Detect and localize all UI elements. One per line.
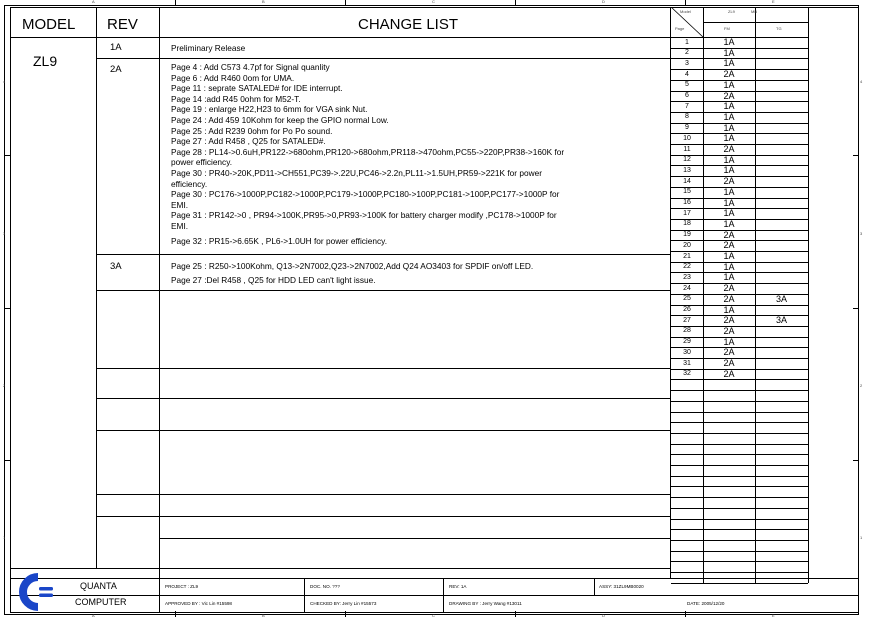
fm-rev-cell: 1A <box>723 186 735 197</box>
table-row-line <box>671 476 808 477</box>
page-number-cell: 20 <box>683 241 691 249</box>
page-number-cell: 10 <box>683 134 691 142</box>
page-number-cell: 7 <box>685 102 689 110</box>
border-letter-top: E <box>772 0 775 4</box>
fm-rev-cell: 2A <box>723 358 735 368</box>
column-fm-header: FM <box>724 26 730 31</box>
company-name-line2: COMPUTER <box>75 597 127 607</box>
border-tick <box>853 155 859 156</box>
column-tg-header: TG <box>776 26 782 31</box>
border-tick <box>175 0 176 6</box>
change-line: Page 6 : Add R460 0om for UMA. <box>171 72 295 83</box>
page-number-cell: 3 <box>685 59 689 67</box>
page-number-cell: 24 <box>683 284 691 292</box>
border-letter-top: D <box>602 0 605 4</box>
checked-by-field: CHECKED BY: Jerry Lin #15573 <box>310 601 377 606</box>
change-line: Page 27 :Del R458 , Q25 for HDD LED can't light issue. <box>171 275 376 285</box>
table-row-line <box>671 551 808 552</box>
page-number-cell: 27 <box>683 316 691 324</box>
table-row-line <box>671 379 808 380</box>
change-line: Page 32 : PR15->6.65K , PL6->1.0UH for power efficiency. <box>171 235 387 246</box>
page-number-cell: 26 <box>683 306 691 313</box>
fm-rev-cell: 2A <box>723 325 735 336</box>
table-row-line <box>671 454 808 455</box>
border-tick <box>853 308 859 309</box>
fm-rev-cell: 2A <box>723 144 735 154</box>
table-row-line <box>671 422 808 423</box>
change-line: Preliminary Release <box>171 43 246 53</box>
change-line: Page 30 : PR40->20K,PD11->CH551,PC39->.22U,PC46->2.2n,PL11->1.5UH,PR59->221K for power <box>171 168 542 178</box>
table-row-line <box>671 583 808 584</box>
fm-rev-cell: 2A <box>723 176 735 187</box>
border-tick <box>685 0 686 6</box>
page-number-cell: 28 <box>683 327 691 335</box>
change-line: EMI. <box>171 221 189 231</box>
fm-rev-cell: 2A <box>723 368 735 379</box>
page-number-cell: 32 <box>683 370 691 378</box>
border-tick <box>515 611 516 617</box>
company-name-line1: QUANTA <box>80 581 117 591</box>
fm-rev-cell: 1A <box>723 122 735 133</box>
border-tick <box>175 611 176 617</box>
approved-by-field: APPROVED BY : Vic Lin #15598 <box>165 601 232 606</box>
table-row-line <box>671 497 808 498</box>
fm-rev-cell: 2A <box>723 315 735 326</box>
table-row-line <box>671 561 808 562</box>
border-number-left: 1 <box>3 535 6 540</box>
fm-rev-cell: 1A <box>723 101 735 112</box>
page-number-cell: 9 <box>685 124 689 132</box>
fm-rev-cell: 2A <box>723 229 735 240</box>
fm-rev-cell: 1A <box>723 304 735 315</box>
border-letter-top: B <box>262 0 265 4</box>
page-number-cell: 31 <box>683 359 691 367</box>
corner-page-label: Page <box>675 26 685 31</box>
change-line: Page 14 :add R45 0ohm for M52-T. <box>171 93 301 104</box>
fm-rev-cell: 1A <box>723 251 735 261</box>
change-line: Page 4 : Add C573 4.7pf for Signal quanlity <box>171 62 330 72</box>
table-row-line <box>671 444 808 445</box>
model-header: MODEL <box>22 16 76 33</box>
fm-rev-cell: 1A <box>723 336 735 347</box>
page-number-cell: 17 <box>683 209 691 217</box>
change-line: Page 25 : R250->100Kohm, Q13->2N7002,Q23->2N7002,Add Q24 AO3403 for SPDIF on/off LED. <box>171 261 534 271</box>
project-field: PROJECT : ZL9 <box>165 584 199 589</box>
fm-rev-cell: 2A <box>723 347 735 358</box>
page-number-cell: 13 <box>683 166 691 174</box>
change-line: Page 24 : Add 459 10Kohm for keep the GPIO normal Low. <box>171 115 389 125</box>
change-line: Page 19 : enlarge H22,H23 to 6mm for VGA sink Nut. <box>171 104 368 115</box>
change-line: Page 30 : PC176->1000P,PC182->1000P,PC179->1000P,PC180->100P,PC181->100P,PC177->1000P for <box>171 189 560 200</box>
page-number-cell: 11 <box>683 145 691 153</box>
border-tick <box>4 155 10 156</box>
page-number-cell: 15 <box>683 188 691 196</box>
change-line: efficiency. <box>171 178 208 189</box>
page-number-cell: 1 <box>685 38 689 46</box>
fm-rev-cell: 2A <box>723 293 735 304</box>
border-tick <box>685 611 686 617</box>
fm-rev-cell: 1A <box>723 272 735 283</box>
change-line: power efficiency. <box>171 157 233 168</box>
border-letter-top: C <box>432 0 435 4</box>
fm-rev-cell: 2A <box>723 283 735 294</box>
table-row-line <box>671 519 808 520</box>
rev-label: 1A <box>110 42 122 53</box>
table-row-line <box>671 572 808 573</box>
fm-rev-cell: 1A <box>723 208 735 219</box>
fm-rev-cell: 1A <box>723 218 735 229</box>
border-tick <box>345 0 346 6</box>
border-letter-bottom: B <box>262 613 265 618</box>
page-number-cell: 6 <box>685 92 689 99</box>
page-number-cell: 22 <box>683 263 691 271</box>
border-number-left: 3 <box>3 231 6 236</box>
model-value: ZL9 <box>728 9 735 14</box>
border-letter-bottom: C <box>432 613 435 618</box>
table-header-divider <box>703 22 808 23</box>
page-number-cell: 25 <box>683 295 691 303</box>
change-line: EMI. <box>171 199 189 210</box>
page-number-cell: 2 <box>685 49 689 57</box>
table-row-line <box>671 540 808 541</box>
table-row-line <box>671 529 808 530</box>
border-tick <box>515 0 516 6</box>
rev-header: REV <box>107 16 138 33</box>
border-tick <box>4 308 10 309</box>
doc-no-field: DOC. NO. ??? <box>310 584 340 589</box>
page-number-cell: 8 <box>685 113 689 121</box>
fm-rev-cell: 1A <box>723 261 735 272</box>
border-tick <box>345 611 346 617</box>
table-column-line <box>808 7 809 583</box>
change-line: Page 25 : Add R239 0ohm for Po Po sound. <box>171 125 333 136</box>
border-number-left: 4 <box>3 79 6 84</box>
page-number-cell: 4 <box>685 70 689 78</box>
border-number-right: 3 <box>860 231 863 236</box>
page-title: CHANGE LIST <box>358 16 459 33</box>
tg-rev-cell: 3A <box>775 293 787 304</box>
rev-label: 3A <box>110 261 122 272</box>
table-row-line <box>671 465 808 466</box>
fm-rev-cell: 1A <box>723 58 735 69</box>
page-number-cell: 5 <box>685 81 689 89</box>
table-row-line <box>671 412 808 413</box>
type-value: MB <box>751 9 757 14</box>
tg-rev-cell: 3A <box>775 315 787 326</box>
model-name: ZL9 <box>33 53 58 69</box>
table-row-line <box>671 390 808 391</box>
company-logo <box>16 573 60 611</box>
page-number-cell: 18 <box>683 220 691 228</box>
assy-field: ASSY: 31ZL9MB0020 <box>599 584 644 589</box>
border-number-right: 4 <box>860 79 863 84</box>
fm-rev-cell: 2A <box>723 90 735 101</box>
border-letter-top: A <box>92 0 95 4</box>
table-row-line <box>671 486 808 487</box>
fm-rev-cell: 1A <box>723 111 735 122</box>
border-letter-bottom: E <box>772 613 775 618</box>
rev-label: 2A <box>110 64 122 75</box>
fm-rev-cell: 2A <box>723 240 735 251</box>
fm-rev-cell: 1A <box>723 154 735 165</box>
page-number-cell: 12 <box>683 156 691 164</box>
date-field: DATE: 2005/12/20 <box>687 601 725 606</box>
corner-model-label: Model <box>680 9 691 14</box>
drawing-by-field: DRAWING BY : Jerry Wang #13011 <box>449 601 522 606</box>
page-number-cell: 16 <box>683 199 691 206</box>
page-number-cell: 29 <box>683 338 691 346</box>
fm-rev-cell: 1A <box>723 47 735 58</box>
page-number-cell: 30 <box>683 348 691 356</box>
fm-rev-cell: 1A <box>723 79 735 90</box>
change-line: Page 28 : PL14->0.6uH,PR122->680ohm,PR120->680ohm,PR118->470ohm,PC55->220P,PR38->160K for <box>171 146 565 157</box>
border-letter-bottom: D <box>602 613 605 618</box>
fm-rev-cell: 1A <box>723 165 735 176</box>
border-letter-bottom: A <box>92 613 95 618</box>
border-number-right: 2 <box>860 383 863 388</box>
page-number-cell: 21 <box>683 252 691 260</box>
table-row-line <box>671 401 808 402</box>
page-number-cell: 19 <box>683 231 691 239</box>
table-row-line <box>671 508 808 509</box>
change-line: Page 11 : seprate SATALED# for IDE interrupt. <box>171 83 343 94</box>
page-number-cell: 23 <box>683 273 691 281</box>
border-number-right: 1 <box>860 535 863 540</box>
change-line: Page 31 : PR142->0 , PR94->100K,PR95->0,PR93->100K for battery charger modify ,PC178->1000P for <box>171 210 557 221</box>
border-tick <box>4 460 10 461</box>
fm-rev-cell: 1A <box>723 197 735 208</box>
fm-rev-cell: 2A <box>723 69 735 80</box>
border-tick <box>853 460 859 461</box>
fm-rev-cell: 1A <box>723 133 735 144</box>
page-number-cell: 14 <box>683 177 691 185</box>
border-number-left: 2 <box>3 383 6 388</box>
change-line: Page 27 : Add R458 , Q25 for SATALED#. <box>171 136 326 147</box>
table-row-line <box>671 433 808 434</box>
fm-rev-cell: 1A <box>723 37 735 47</box>
rev-field: REV: 1A <box>449 584 467 589</box>
